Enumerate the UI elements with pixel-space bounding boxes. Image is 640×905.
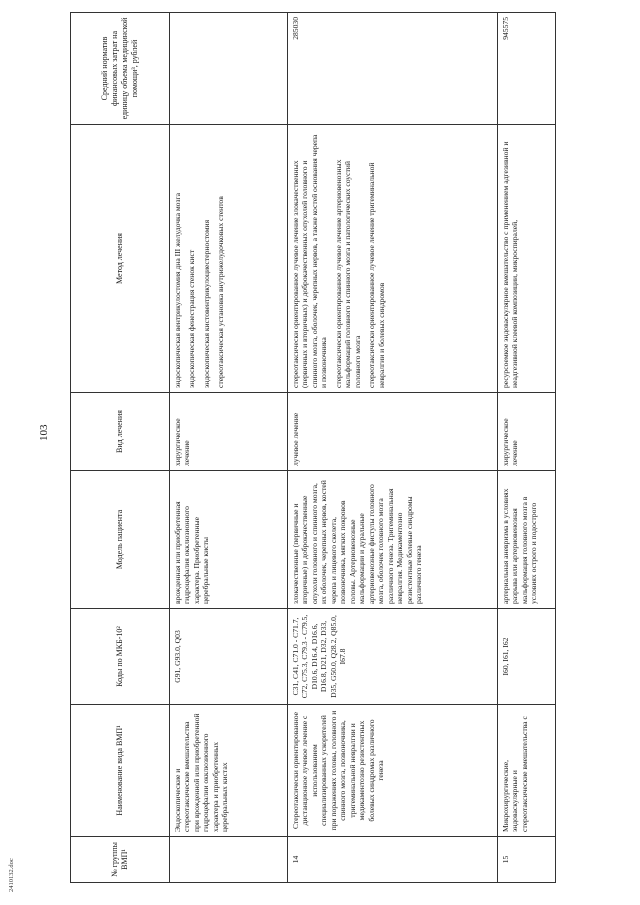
row-name: Микрохирургические, эндоваскулярные и стереотаксические вмешательства с bbox=[498, 705, 556, 837]
row-cost: 285030 bbox=[288, 13, 498, 125]
table-row bbox=[288, 13, 498, 883]
row-name: Эндоскопические и стереотаксические вмешательства при врожденной или приобретенной гидроцефалии окклюзионного характера и приобретенных церебральных кистах bbox=[170, 705, 288, 837]
method-item: стереотаксически ориентированное лучевое лечение артериовенозных мальформаций головного и спинного мозга и патологических соустий головного мозга bbox=[333, 159, 362, 388]
row-cost: 945575 bbox=[498, 13, 556, 125]
row-group bbox=[170, 837, 288, 883]
method-item: стереотаксическая установка внутрижелудочковых стентов bbox=[216, 196, 226, 388]
method-item: эндоскопическая фенестрация стенок кист bbox=[187, 249, 197, 388]
method-item: эндоскопическая кистовентрикулоциестерностомия bbox=[201, 219, 211, 388]
rotated-table-container bbox=[70, 13, 630, 883]
row-group: 14 bbox=[288, 837, 498, 883]
row-cost bbox=[170, 13, 288, 125]
row-treatment: хирургическое лечение bbox=[170, 393, 288, 471]
row-codes: C31, C41, C71.0 - C71.7, C72, C75.3, C79.3 - C79.5, D10.6, D16.4, D16.6, D16.8, D21, D32, D33, D35, G50.0, Q28.2, Q85.0, I67.8 bbox=[288, 609, 498, 705]
header-treatment: Вид лечения bbox=[71, 393, 170, 471]
table-header-row bbox=[71, 13, 170, 883]
method-item: стереотаксически ориентированное лучевое лечение злокачественных (первичных и вторичных) и доброкачественных опухолей головного и спинного мозга, оболочек, черепных нервов, а также костей основания черепа и позвоночника bbox=[291, 134, 329, 388]
row-methods bbox=[170, 125, 288, 393]
row-treatment: хирургическое лечение bbox=[498, 393, 556, 471]
method-item: эндоскопическая вентрикулостомия дна III желудочка мозга bbox=[173, 193, 182, 388]
method-item: ресурсоемкое эндоваскулярное вмешательство с применением адгезивной и неадгезивной клеевой композиции, микроспиралей, bbox=[501, 141, 520, 388]
method-item: стереотаксически ориентированное лучевое лечение тригеминальной невралгии и болевых синдромов bbox=[367, 162, 386, 388]
table-row bbox=[170, 13, 288, 883]
row-methods bbox=[498, 125, 556, 393]
row-treatment: лучевое лечение bbox=[288, 393, 498, 471]
row-model: артериальная аневризма в условиях разрыва или артериовенозная мальформация головного мозга в условиях острого и подострого bbox=[498, 471, 556, 609]
header-codes: Коды по МКБ-10² bbox=[71, 609, 170, 705]
table-row bbox=[498, 13, 556, 883]
row-group: 15 bbox=[498, 837, 556, 883]
document-id: 2410132.doc bbox=[8, 858, 15, 892]
header-group: № группы ВМП¹ bbox=[71, 837, 170, 883]
row-codes: G91, G93.0, Q03 bbox=[170, 609, 288, 705]
header-methods: Метод лечения bbox=[71, 125, 170, 393]
header-name: Наименование вида ВМП¹ bbox=[71, 705, 170, 837]
header-cost: Средний норматив финансовых затрат на единицу объема медицинской помощи³, рублей bbox=[71, 13, 170, 125]
row-methods bbox=[288, 125, 498, 393]
header-model: Модель пациента bbox=[71, 471, 170, 609]
row-model: злокачественные (первичные и вторичные) и доброкачественные опухоли головного и спинного мозга, их оболочек, черепных нервов, костей черепа и лицевого скелета, позвоночника, мягких покровов головы. Артериовенозные мальформации и дуральные артериовенозные фистулы головного мозга, оболочек головного мозга различного генеза. Тригеминальная невралгия. Медикаментозно резистентные болевые синдромы различного генеза bbox=[288, 471, 498, 609]
row-codes: I60, I61, I62 bbox=[498, 609, 556, 705]
vmp-table bbox=[70, 12, 556, 883]
row-name: Стереотаксически ориентированное дистанционное лучевое лечение с использованием специализированных ускорителей при поражениях головы, головного и спинного мозга, позвоночника, тригеминальной невралгии и медикаментозно резистентных болевых синдромах различного генеза bbox=[288, 705, 498, 837]
page-number: 103 bbox=[38, 424, 50, 441]
row-model: врожденная или приобретенная гидроцефалия окклюзионного характера. Приобретенные церебральные кисты bbox=[170, 471, 288, 609]
